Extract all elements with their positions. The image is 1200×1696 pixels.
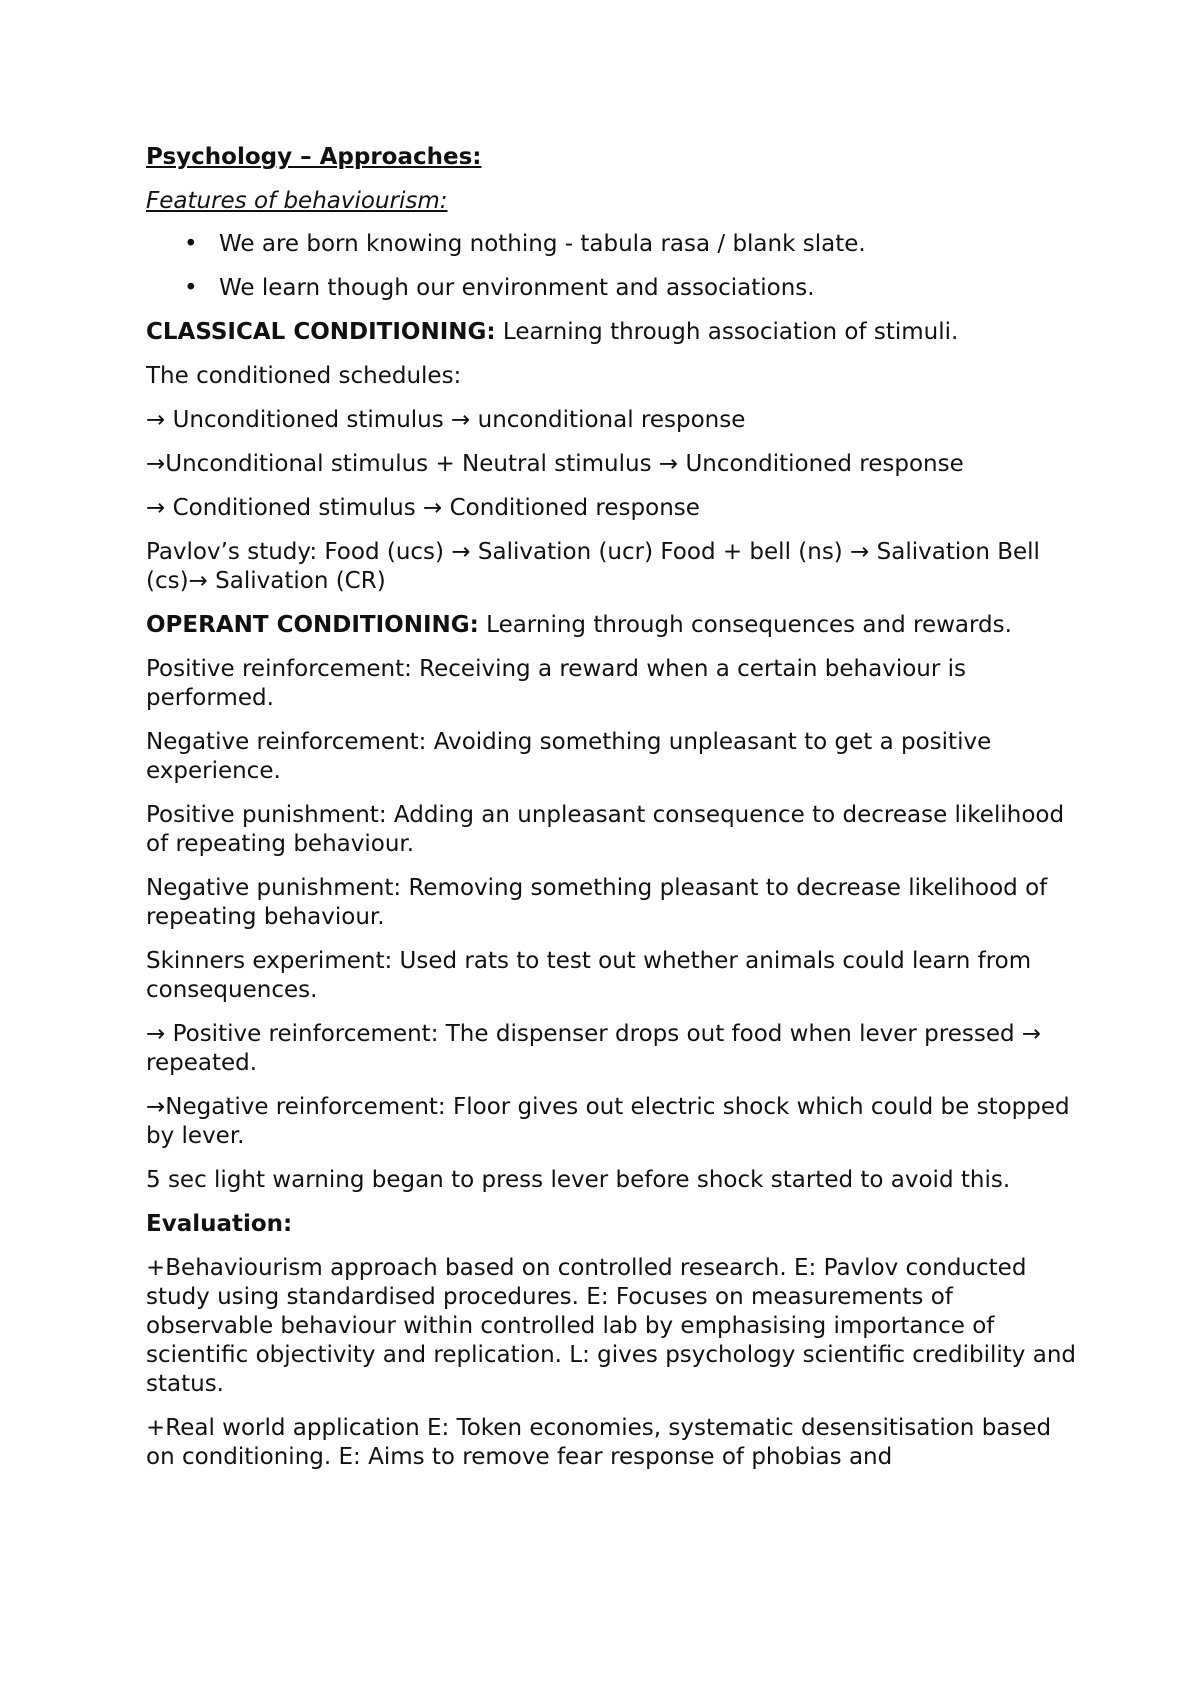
- evaluation-heading: Evaluation:: [146, 1211, 293, 1237]
- evaluation-point: +Behaviourism approach based on controlled research. E: Pavlov conducted study using standardised procedures. E: Focuses on measurements of observable behaviour within controlled lab by emphasising importance of scientific objectivity and replication. L: gives psychology scientific credibility and status.: [146, 1255, 1076, 1397]
- bullet-list: [146, 230, 1076, 303]
- classical-conditioning-label: CLASSICAL CONDITIONING:: [146, 319, 496, 345]
- list-item: [146, 274, 1076, 303]
- operant-conditioning-paragraph: [146, 611, 1076, 640]
- operant-conditioning-text: Learning through consequences and rewards.: [478, 612, 1012, 638]
- operant-item: Negative punishment: Removing something pleasant to decrease likelihood of repeating behaviour.: [146, 875, 1048, 930]
- operant-item: Negative reinforcement: Avoiding something unpleasant to get a positive experience.: [146, 729, 992, 784]
- operant-item: Positive reinforcement: Receiving a reward when a certain behaviour is performed.: [146, 656, 967, 711]
- operant-item: Skinners experiment: Used rats to test out whether animals could learn from consequences.: [146, 948, 1032, 1003]
- schedule-line: → Unconditioned stimulus → unconditional response: [146, 407, 746, 433]
- operant-item: Positive punishment: Adding an unpleasant consequence to decrease likelihood of repeating behaviour.: [146, 802, 1065, 857]
- list-item-text: We are born knowing nothing - tabula rasa / blank slate.: [219, 231, 866, 257]
- section-subtitle: Features of behaviourism:: [146, 188, 448, 214]
- classical-conditioning-paragraph: [146, 318, 1076, 347]
- document-body: [146, 143, 1076, 1487]
- bullet-icon: •: [184, 231, 198, 257]
- bullet-icon: •: [184, 275, 198, 301]
- schedules-heading: The conditioned schedules:: [146, 363, 462, 389]
- schedule-line: →Unconditional stimulus + Neutral stimulus → Unconditioned response: [146, 451, 964, 477]
- pavlov-study-paragraph: Pavlov’s study: Food (ucs) → Salivation (ucr) Food + bell (ns) → Salivation Bell (cs)→ Salivation (CR): [146, 539, 1040, 594]
- schedule-line: → Conditioned stimulus → Conditioned response: [146, 495, 700, 521]
- operant-item: 5 sec light warning began to press lever before shock started to avoid this.: [146, 1167, 1011, 1193]
- operant-item: → Positive reinforcement: The dispenser drops out food when lever pressed → repeated.: [146, 1021, 1042, 1076]
- list-item: [146, 230, 1076, 259]
- page-title: Psychology – Approaches:: [146, 144, 482, 170]
- evaluation-point: +Real world application E: Token economies, systematic desensitisation based on conditioning. E: Aims to remove fear response of phobias and: [146, 1415, 1052, 1470]
- operant-conditioning-label: OPERANT CONDITIONING:: [146, 612, 479, 638]
- operant-item: →Negative reinforcement: Floor gives out electric shock which could be stopped by lever.: [146, 1094, 1070, 1149]
- list-item-text: We learn though our environment and associations.: [219, 275, 815, 301]
- classical-conditioning-text: Learning through association of stimuli.: [495, 319, 959, 345]
